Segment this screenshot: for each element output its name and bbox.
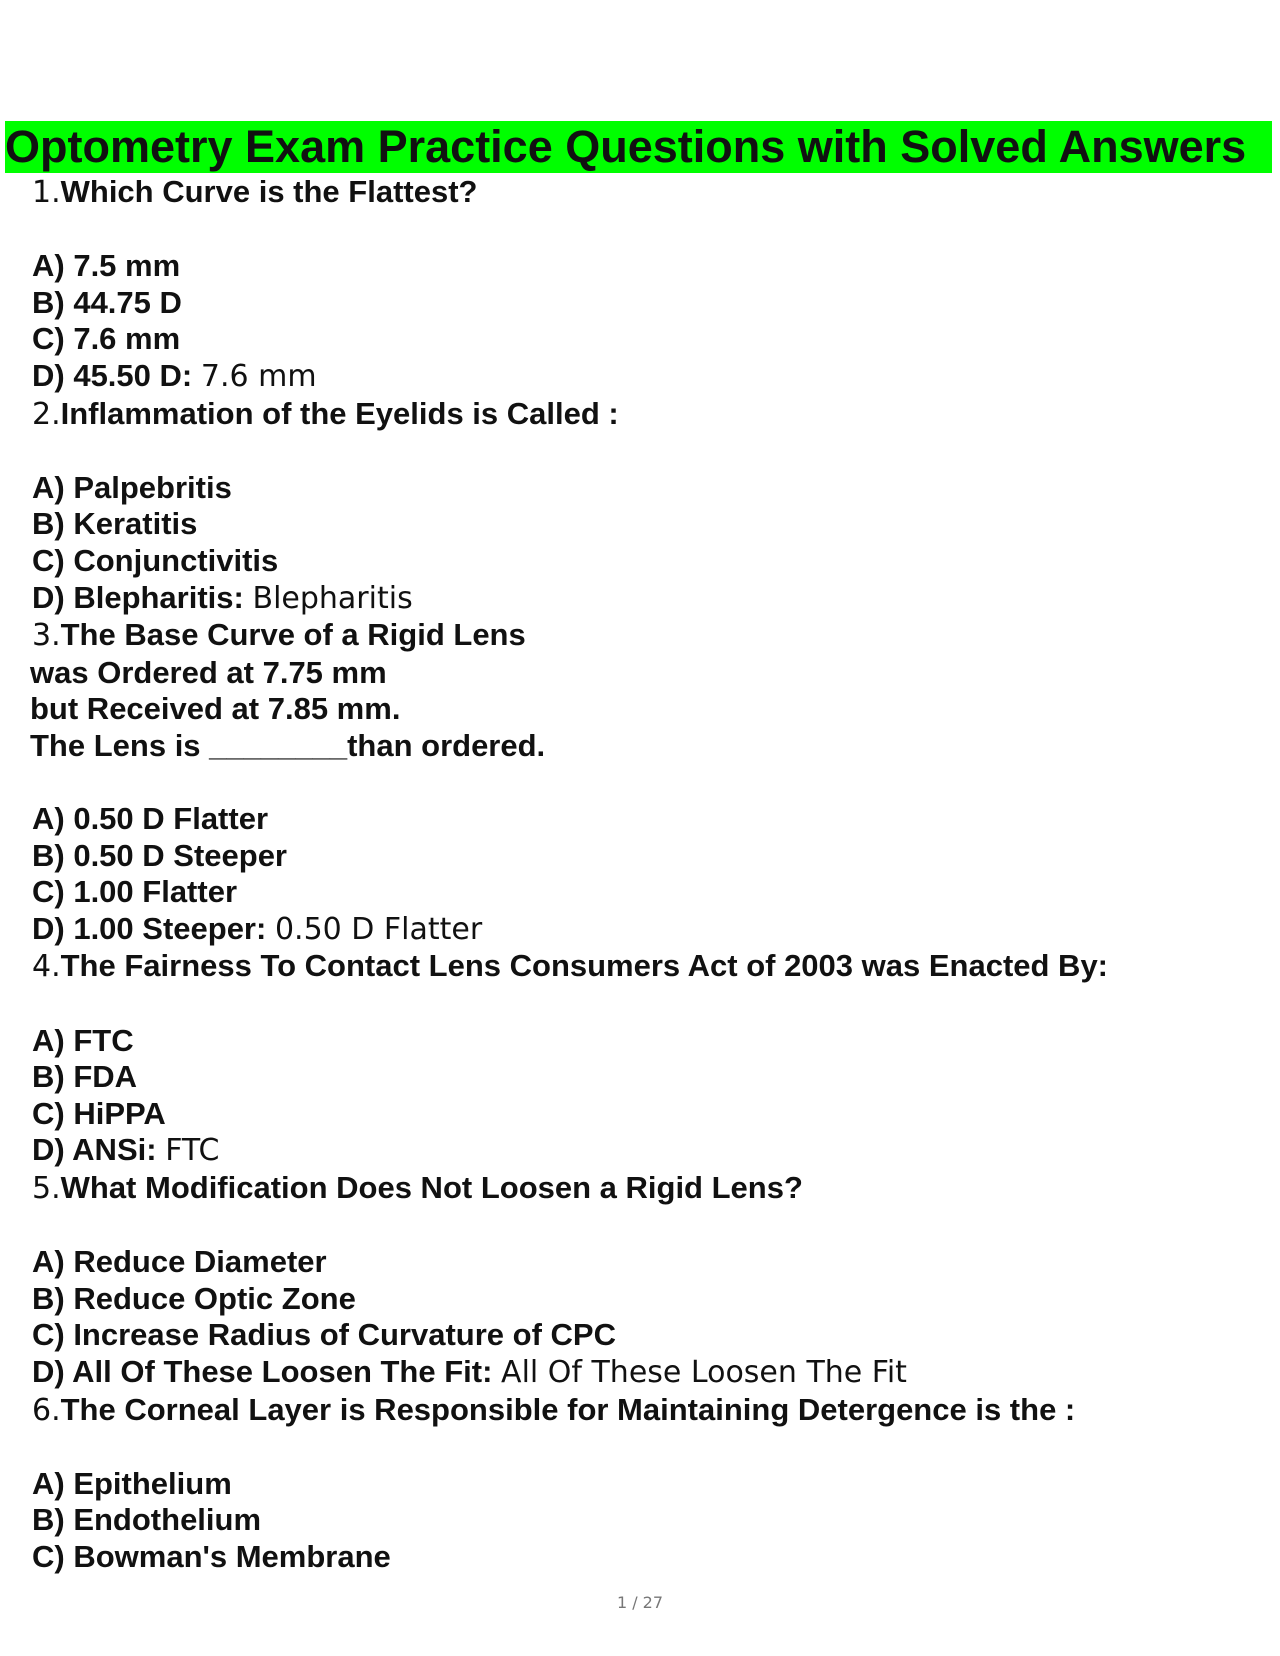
option-label: A) Epithelium — [32, 1465, 232, 1501]
answer-option — [32, 1466, 1262, 1503]
answer-option — [32, 321, 1262, 358]
option-label: C) HiPPA — [32, 1095, 166, 1131]
option-label: B) Endothelium — [32, 1502, 262, 1538]
option-label: B) Reduce Optic Zone — [32, 1280, 356, 1316]
question-line: Which Curve is the Flattest? — [60, 174, 478, 209]
answer-option — [32, 470, 1262, 507]
question-text — [32, 1170, 1262, 1208]
answer-option — [32, 911, 1262, 949]
question-block — [32, 617, 1262, 948]
question-line: The Lens is ________than ordered. — [30, 727, 546, 763]
question-block — [32, 1392, 1262, 1576]
question-line: Inflammation of the Eyelids is Called : — [60, 395, 619, 431]
option-label: B) 0.50 D Steeper — [32, 837, 287, 873]
answer-option — [32, 874, 1262, 911]
answer-option — [32, 1502, 1262, 1539]
option-label: C) Conjunctivitis — [32, 542, 279, 578]
question-line: The Base Curve of a Rigid Lens — [60, 617, 526, 653]
question-block — [32, 396, 1262, 618]
spacer — [32, 1429, 1262, 1466]
solved-answer: Blepharitis — [252, 580, 413, 616]
question-text — [30, 655, 1262, 692]
option-label: B) Keratitis — [32, 506, 198, 542]
answer-option — [32, 1317, 1262, 1354]
answer-option — [32, 285, 1262, 322]
option-label: A) Reduce Diameter — [32, 1244, 327, 1280]
document-title: Optometry Exam Practice Questions with Solved Answers — [5, 121, 1272, 173]
spacer — [32, 433, 1262, 470]
option-label: C) Increase Radius of Curvature of CPC — [32, 1317, 616, 1353]
question-text — [32, 174, 1262, 212]
answer-option — [32, 1354, 1262, 1392]
question-number: 1. — [32, 175, 61, 210]
answer-option — [32, 1539, 1262, 1576]
answer-option — [32, 248, 1262, 285]
option-label: D) Blepharitis: — [32, 579, 244, 615]
answer-option — [32, 1096, 1262, 1133]
spacer — [32, 765, 1262, 802]
answer-option — [32, 1132, 1262, 1170]
question-number: 6. — [32, 1392, 61, 1428]
solved-answer: 7.6 mm — [200, 358, 317, 394]
question-block — [32, 174, 1262, 396]
question-block — [32, 948, 1262, 1170]
question-line: The Corneal Layer is Responsible for Maintaining Detergence is the : — [60, 1391, 1076, 1427]
question-list — [32, 174, 1262, 1576]
answer-option — [32, 838, 1262, 875]
option-label: A) 7.5 mm — [32, 248, 181, 284]
question-number: 2. — [32, 396, 61, 432]
answer-option — [32, 1023, 1262, 1060]
question-line: The Fairness To Contact Lens Consumers Act of 2003 was Enacted By: — [60, 948, 1109, 984]
solved-answer: All Of These Loosen The Fit — [501, 1355, 907, 1390]
spacer — [32, 1208, 1262, 1245]
spacer — [32, 212, 1262, 249]
question-text — [32, 617, 1262, 655]
option-label: A) Palpebritis — [32, 469, 232, 505]
question-number: 3. — [32, 618, 61, 654]
answer-option — [32, 506, 1262, 543]
question-text — [30, 691, 1262, 728]
answer-option — [32, 1059, 1262, 1096]
question-number: 4. — [32, 949, 61, 985]
answer-option — [32, 801, 1262, 838]
answer-option — [32, 1281, 1262, 1318]
option-label: D) All Of These Loosen The Fit: — [32, 1354, 493, 1389]
question-block — [32, 1170, 1262, 1392]
question-text — [32, 948, 1262, 986]
question-number: 5. — [32, 1171, 61, 1207]
question-line: What Modification Does Not Loosen a Rigid Lens? — [60, 1170, 803, 1206]
page-indicator: 1 / 27 — [616, 1593, 664, 1612]
spacer — [32, 986, 1262, 1023]
option-label: A) FTC — [32, 1022, 134, 1058]
question-text — [30, 728, 1262, 765]
option-label: C) Bowman's Membrane — [32, 1538, 391, 1574]
question-text — [32, 1392, 1262, 1430]
option-label: D) 1.00 Steeper: — [32, 910, 267, 946]
answer-option — [32, 580, 1262, 618]
option-label: D) ANSi: — [32, 1132, 157, 1168]
question-line: but Received at 7.85 mm. — [30, 691, 401, 727]
answer-option — [32, 543, 1262, 580]
question-text — [32, 396, 1262, 434]
option-label: A) 0.50 D Flatter — [32, 801, 269, 837]
option-label: C) 7.6 mm — [32, 321, 181, 357]
option-label: C) 1.00 Flatter — [32, 874, 238, 910]
answer-option — [32, 1244, 1262, 1281]
option-label: B) 44.75 D — [32, 284, 182, 320]
question-line: was Ordered at 7.75 mm — [30, 654, 387, 690]
answer-option — [32, 358, 1262, 396]
solved-answer: FTC — [165, 1133, 220, 1169]
option-label: D) 45.50 D: — [32, 357, 193, 393]
solved-answer: 0.50 D Flatter — [274, 911, 483, 947]
option-label: B) FDA — [32, 1059, 138, 1095]
